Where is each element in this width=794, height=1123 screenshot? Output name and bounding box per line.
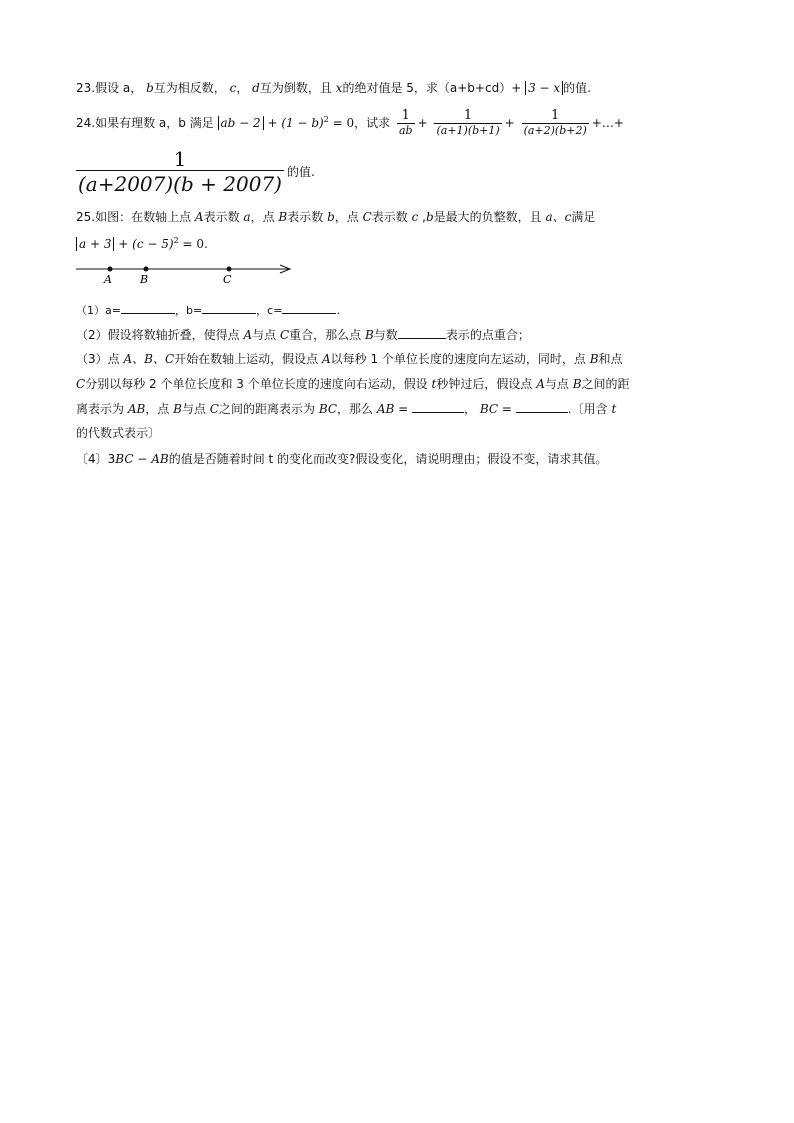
q24-fraction-2 [434, 109, 501, 138]
q25-text-4: 表示数 [287, 210, 328, 224]
q25-p3-l3-AB: AB [127, 402, 146, 416]
q25-point-A: A [194, 210, 204, 224]
q24-fraction-3-numerator: 1 [551, 108, 560, 123]
q24-fraction-last-numerator: 1 [173, 147, 187, 171]
q25-p2-point-C: C [279, 328, 290, 342]
q25-p3-l3-BC: BC [318, 402, 338, 416]
q24-plus-2: + [504, 116, 515, 130]
q25-p3-l3-BC-2: BC [479, 402, 499, 416]
q25-part-2 [76, 327, 530, 343]
question-23 [76, 80, 591, 96]
q25-p2-text-3: 重合，那么点 [289, 328, 365, 342]
q25-var-b-2: b [425, 210, 434, 224]
q25-text-3: ，点 [250, 210, 279, 224]
q24-number: 24. [76, 116, 96, 130]
q25-text-5: ，点 [334, 210, 363, 224]
q24-fraction-3 [522, 109, 589, 138]
q25-p4-minus: − [133, 452, 152, 466]
q25-condition [76, 233, 208, 252]
q24-cond-rest: + (1 − b) [263, 116, 324, 130]
q25-p3-l1-text-d: 和点 [598, 352, 623, 366]
q25-condition-exponent: 2 [173, 236, 179, 245]
q25-text-9: 满足 [571, 210, 596, 224]
q25-p3-l3-point-B: B [173, 402, 182, 416]
q25-p3-l2-point-B: B [572, 377, 582, 391]
q25-p3-l3-var-t: t [611, 402, 617, 416]
q24-cond-eq: = 0 [328, 116, 355, 130]
q25-p3-l1-text-a: （3）点 [76, 352, 124, 366]
q25-p3-l3-text-g: .〔用含 [567, 402, 612, 416]
q24-fraction-2-numerator: 1 [463, 108, 473, 123]
q25-p3-l1-point-B: B [589, 352, 599, 366]
q25-condition-rest: + (c − 5) [114, 237, 174, 251]
q23-var-x: x [335, 81, 343, 95]
q25-var-c: c [411, 210, 419, 224]
q25-p4-text-1: 〔4〕3 [76, 452, 116, 466]
q25-part-3-line-1 [76, 351, 623, 367]
q25-var-a: a [243, 210, 251, 224]
q25-number: 25. [76, 210, 96, 224]
q25-p3-l4-text: 的代数式表示〕 [76, 426, 161, 440]
q25-p3-l2-text-c: 与点 [544, 377, 573, 391]
q25-p3-points-ABC: A、B、C [123, 352, 175, 366]
q23-var-c: c [229, 81, 237, 95]
number-line-figure [74, 258, 299, 288]
q25-p3-l3-text-c: 与点 [181, 402, 210, 416]
q25-p2-text-2: 与点 [252, 328, 280, 342]
q25-p2-text-5: 表示的点重合； [445, 328, 530, 342]
q23-abs-expression: 3 − x [525, 81, 563, 95]
q25-p3-l3-text-b: ，点 [145, 402, 174, 416]
answer-blank-AB[interactable] [412, 401, 464, 413]
answer-blank-fold[interactable] [398, 327, 446, 339]
answer-blank-BC[interactable] [516, 401, 568, 413]
q25-p3-l1-point-A: A [321, 352, 331, 366]
q25-text-6: 表示数 [371, 210, 412, 224]
q25-p3-l3-equals-2: = [498, 402, 516, 416]
q23-text-6: 的值. [563, 81, 591, 95]
q23-text-1: 假设 a， [95, 81, 147, 95]
q25-text-2: 表示数 [203, 210, 244, 224]
q24-fraction-1 [397, 109, 415, 138]
q24-fraction-last [76, 148, 284, 197]
question-24 [76, 103, 624, 140]
q24-plus-1: + [417, 116, 428, 130]
q25-p3-l2-var-t: t [431, 377, 437, 391]
q23-text-2: 互为相反数， [153, 81, 230, 95]
q25-p3-l3-text-e: ，那么 [337, 402, 377, 416]
q25-p3-l3-point-C: C [209, 402, 219, 416]
q25-condition-end: = 0. [178, 237, 208, 251]
q25-p3-l1-text-c: 以每秒 1 个单位长度的速度向左运动，同时，点 [330, 352, 590, 366]
number-line-point-A [108, 267, 113, 272]
q25-part-4 [76, 451, 607, 467]
q25-p2-point-A: A [243, 328, 253, 342]
q25-p3-l2-text-d: 之间的距 [581, 377, 630, 391]
q25-var-b: b [327, 210, 335, 224]
q25-p3-l2-text-b: 秒钟过后，假设点 [436, 377, 537, 391]
q25-part-1 [76, 302, 340, 319]
q23-number: 23. [76, 81, 96, 95]
number-line-label-C: C [223, 273, 232, 286]
question-25 [76, 209, 595, 225]
q25-part-3-line-4 [76, 425, 160, 441]
q24-cond-exponent: 2 [323, 115, 329, 124]
q25-text-1: 如图：在数轴上点 [95, 210, 195, 224]
q25-part-3-line-3 [76, 401, 616, 417]
question-24-line-2 [76, 148, 315, 197]
q25-p2-text-1: （2）假设将数轴折叠，使得点 [76, 328, 244, 342]
q24-text-1: 如果有理数 a，b 满足 [95, 116, 218, 130]
q25-p4-BC: BC [115, 452, 134, 466]
answer-blank-c[interactable] [282, 302, 336, 314]
q25-p3-l3-AB-2: AB [376, 402, 395, 416]
number-line-label-A: A [104, 273, 112, 286]
q23-var-d: d [252, 81, 260, 95]
q23-text-3: ， [236, 81, 253, 95]
q25-text-8: 是最大的负整数，且 [433, 210, 546, 224]
q24-text-2: ，试求 [354, 116, 394, 130]
q23-text-4: 互为倒数，且 [259, 81, 336, 95]
q25-vars-ac: a、c [545, 210, 572, 224]
answer-blank-b[interactable] [202, 302, 256, 314]
q25-p3-l3-text-f: ， [464, 402, 480, 416]
q25-p1-text-1: （1）a= [76, 304, 121, 317]
q23-text-5: 的绝对值是 5，求（a+b+cd）+ [342, 81, 526, 95]
q25-part-3-line-2 [76, 376, 630, 392]
q24-ellipsis: +…+ [591, 116, 624, 130]
q24-fraction-1-numerator: 1 [401, 108, 410, 123]
q25-p1-text-3: ，c= [256, 304, 283, 317]
q25-p3-l3-text-a: 离表示为 [76, 402, 128, 416]
q25-point-C: C [362, 210, 372, 224]
q24-text-3: 的值. [286, 165, 315, 179]
q25-p1-text-4: . [336, 304, 340, 317]
q25-p1-text-2: ，b= [174, 304, 203, 317]
q24-fraction-2-denominator: (a+1)(b+1) [436, 124, 500, 137]
q25-condition-abs: a + 3 [76, 237, 114, 251]
q25-text-7: , [418, 210, 426, 224]
q25-p3-l2-point-A: A [536, 377, 545, 391]
q24-fraction-last-denominator: (a+2007)(b + 2007) [78, 172, 282, 196]
q25-p3-l2-text-a: 分别以每秒 2 个单位长度和 3 个单位长度的速度向右运动，假设 [85, 377, 432, 391]
number-line-label-B: B [140, 273, 149, 286]
q25-p2-point-B: B [364, 328, 374, 342]
q25-p3-l1-text-b: 开始在数轴上运动，假设点 [174, 352, 322, 366]
number-line-point-B [144, 267, 149, 272]
q25-p3-l3-text-d: 之间的距离表示为 [218, 402, 319, 416]
q25-p4-AB: AB [151, 452, 169, 466]
q25-p4-text-2: 的值是否随着时间 t 的变化而改变?假设变化，请说明理由；假设不变，请求其值。 [168, 452, 608, 466]
q24-fraction-3-denominator: (a+2)(b+2) [523, 124, 587, 137]
q25-point-B: B [278, 210, 288, 224]
q24-fraction-1-denominator: ab [398, 124, 413, 137]
answer-blank-a[interactable] [121, 302, 175, 314]
q23-var-b: b [146, 81, 154, 95]
q25-p3-l3-equals-1: = [394, 402, 413, 416]
q24-cond-abs: ab − 2 [218, 116, 264, 130]
q25-p3-l2-point-C: C [76, 377, 86, 391]
number-line-point-C [227, 267, 232, 272]
q25-p2-text-4: 与数 [373, 328, 398, 342]
